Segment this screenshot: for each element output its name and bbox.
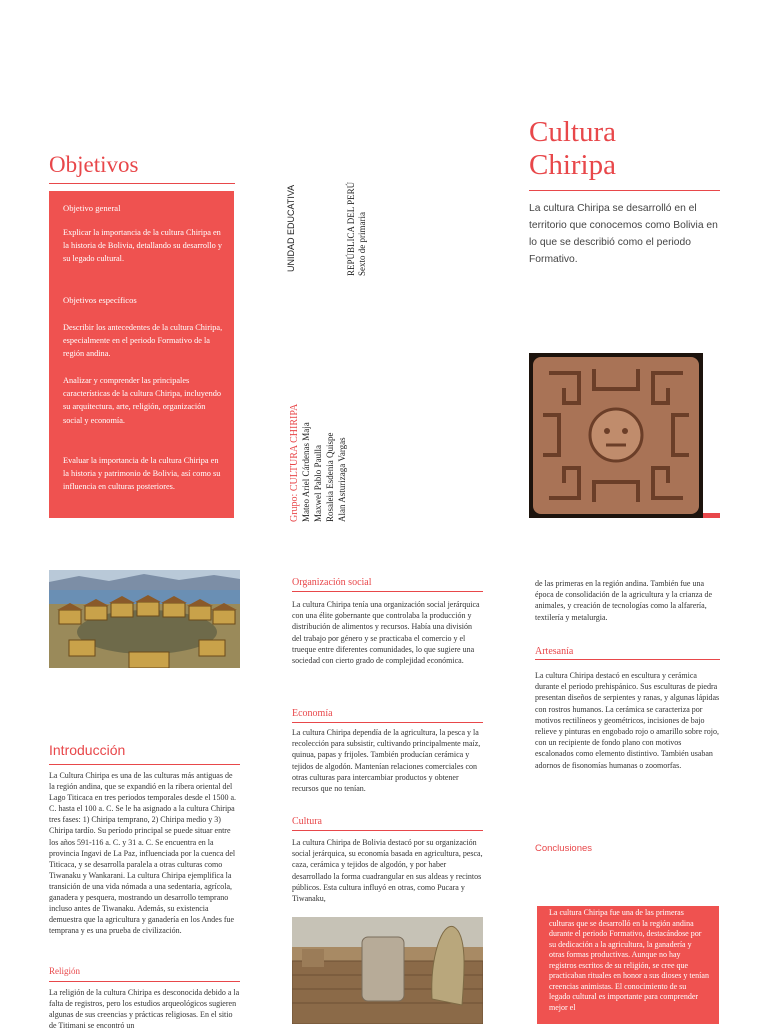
intro-rule [49, 764, 240, 765]
cover-continuation-text: de las primeras en la región andina. También fue una época de consolidación de la agricultura y la crianza de animales, y creación de tecnologías como la alfarería, textilería y metalurgia. [535, 579, 713, 622]
cover-intro: La cultura Chiripa se desarrolló en el territorio que conocemos como Bolivia en lo que se describió como el periodo Formativo. [529, 203, 718, 265]
culture-heading: Cultura [292, 816, 322, 827]
cover-title [529, 116, 616, 182]
religion-heading: Religión [49, 966, 80, 976]
village-illustration [49, 570, 240, 668]
objectives-rule [49, 183, 235, 184]
objectives-box [49, 191, 234, 518]
econ-heading: Economía [292, 708, 333, 719]
objective-general-text: Explicar la importancia de la cultura Chiripa en la historia de Bolivia, detallando su desarrollo y su legado cultural. [63, 228, 222, 264]
objective-specific-1: Describir los antecedentes de la cultura Chiripa, especialmente en el periodo Formativo de la región andina. [63, 323, 223, 359]
intro-heading: Introducción [49, 742, 126, 758]
culture-text: La cultura Chiripa de Bolivia destacó por su organización social jerárquica, su economía basada en agricultura, pesca, caza, cerámica y tejidos de algodón, y por haber desarrollado la forma cuadrangular en sus aldeas y recintos públicos. Esta cultura influyó en otras, como Pucara y Tiwanaku, [292, 838, 483, 904]
culture-rule [292, 830, 483, 831]
objectives-heading: Objetivos [49, 152, 139, 177]
art-rule [535, 659, 720, 660]
cover-title-rule [529, 190, 720, 191]
conclusions-box [537, 906, 719, 1024]
stone-carving-graphic [529, 353, 703, 518]
objective-specific-label: Objetivos específicos [63, 295, 137, 305]
village-illustration-graphic [49, 570, 240, 668]
country-label: REPÚBLICA DEL PERÚ [346, 181, 356, 276]
member-3: Rosaleia Esdenia Quispe [325, 432, 335, 522]
intro-text: La Cultura Chiripa es una de las culturas más antiguas de la región andina, que se expandió en la ribera oriental del Lago Titicaca en tres periodos temporales desde el 1500 a. C. hasta el 100 a. C. Se le ha asignado a la cultura Chiripa tres fases: 1) Chiripa temprano, 2) Chiripa medio y 3) Chiripa tardío. Su período principal se puede situar entre los años 591-116 a. C. y 31 a. C. Se encuentra en la provincia Ingavi de La Paz, influenciada por la cuenca del Titicaca, y se desarrolla paralela a otras culturas como Tiwanaku y Wankarani. La cultura Chiripa ejemplifica la transición de una vida nómada a una sedentaria, agrícola, ganadera y pesquera, mostrando un desarrollo temprano incluso antes de Tiwanaku. Además, su existencia demuestra que la agricultura y ganadería en los Andes fue temprana y es una prueba de civilización. [49, 771, 237, 936]
objective-specific-3: Evaluar la importancia de la cultura Chiripa en la historia y patrimonio de Bolivia, así como su influencia en culturas posteriores. [63, 456, 221, 492]
conclusions-heading: Conclusiones [535, 843, 593, 854]
ruins-photo [292, 917, 483, 1024]
religion-rule [49, 981, 240, 982]
group-name: CULTURA CHIRIPA [289, 403, 300, 492]
school-label: UNIDAD EDUCATIVA [286, 184, 296, 272]
cover-title-line1: Cultura [529, 116, 616, 148]
member-1: Mateo Ariel Cárdenas Maja [301, 422, 311, 522]
org-rule [292, 591, 483, 592]
stone-carving-image [529, 353, 703, 518]
group-line [289, 404, 300, 522]
group-prefix: Grupo: [289, 493, 300, 522]
org-text: La cultura Chiripa tenía una organización social jerárquica con una élite gobernante que controlaba la producción y distribución de alimentos y recursos. Había una división del trabajo por género y se practicaba el comercio y el trueque entre diferentes comunidades, lo que sugiere una sociedad con cierto grado de complejidad económica. [292, 600, 480, 666]
objective-general-label: Objetivo general [63, 203, 121, 213]
religion-text: La religión de la cultura Chiripa es desconocida debido a la falta de registros, pero los estudios arqueológicos sugieren algunas de sus creencias y prácticas religiosas. En el sitio de Titimani se encontró un [49, 988, 240, 1031]
member-4: Alan Asturizaga Vargas [337, 437, 347, 522]
conclusions-text: La cultura Chiripa fue una de las primeras culturas que se desarrolló en la región andina durante el periodo Formativo, destacándose por su dedicación a la agricultura, la ganadería y otras formas productivas. Aunque no hay registros escritos de su religión, se cree que practicaban rituales en honor a sus dioses y tenían creencias animistas. El conocimiento de su legado cultural es importante para comprender mejor el [549, 908, 709, 1012]
org-heading: Organización social [292, 577, 372, 588]
cover-title-line2: Chiripa [529, 149, 616, 181]
member-2: Maxwel Pablo Paulla [313, 445, 323, 522]
art-heading: Artesanía [535, 646, 574, 657]
objective-specific-2: Analizar y comprender las principales características de la cultura Chiripa, incluyendo su arquitectura, arte, religión, organización social y economía. [63, 376, 222, 425]
econ-rule [292, 722, 483, 723]
econ-text: La cultura Chiripa dependía de la agricultura, la pesca y la recolección para subsistir, cultivando principalmente maíz, quinua, papas y frijoles. También producían cerámica y tejidos de algodón. Mantenían relaciones comerciales con otras culturas para intercambiar productos y obtener recursos que no tenían. [292, 728, 481, 794]
art-text: La cultura Chiripa destacó en escultura y cerámica durante el periodo prehispánico. Sus esculturas de piedra presentan diseños de serpientes y ranas, y algunas lápidas con rostros humanos. La cerámica se caracteriza por motivos rectilíneos y geométricos, incisiones de bajo relieve y pinturas en engobado rojo o amarillo sobre rojo, con un recipiente de fondo plano con motivos escalonados como elemento distintivo. También usaban adornos de fisonomías humanas o zoomorfas. [535, 671, 720, 770]
grade-label: Sexto de primaria [357, 212, 367, 276]
ruins-photo-graphic [292, 917, 483, 1024]
stone-image-accent [703, 513, 720, 518]
